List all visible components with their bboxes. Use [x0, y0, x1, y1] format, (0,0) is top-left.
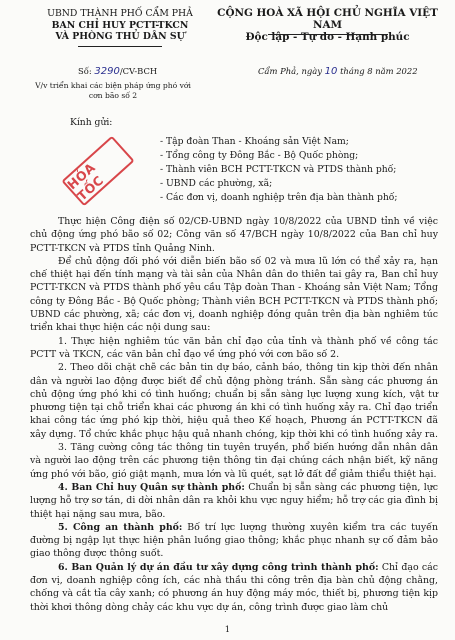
- issuing-agency: [28, 8, 212, 43]
- item-6-heading: 6. Ban Quản lý dự án đầu tư xây dựng công trình thành phố:: [58, 561, 379, 573]
- agency-underline: [78, 46, 162, 47]
- recipient-item: - Tập đoàn Than - Khoáng sản Việt Nam;: [160, 136, 349, 147]
- item-6-text: Chỉ đạo các đơn vị, doanh nghiệp công ích, các nhà thầu thi công trên địa bàn chủ động chằng, chống và cắt tỉa cây xanh; có phương án huy động máy móc, thiết bị, phương tiện kịp thời khơi thông dòng chảy các khu vực dự án, công trình được giao làm chủ: [30, 561, 438, 613]
- doc-number-handwritten: 3290: [94, 66, 120, 77]
- recipient-item: - Thành viên BCH PCTT-TKCN và PTDS thành phố;: [160, 164, 397, 175]
- paragraph-item-2: 2. Theo dõi chặt chẽ các bản tin dự báo, cảnh báo, thông tin kịp thời đến nhân dân và người lao động được biết để chủ động phòng tránh. Sẵn sàng các phương án chủ động ứng phó khi có tình huống; chuẩn bị sẵn sàng lực lượng xung kích, vật tư phương tiện tại chỗ triển khai các phương án khi có tình huống xảy ra. Chỉ đạo triển khai công tác ứng phó kịp thời, hiệu quả theo Kế hoạch, Phương án PCTT-TKCN đã xây dựng. Tổ chức khắc phục hậu quả nhanh chóng, kịp thời khi có tình huống xảy ra.: [30, 362, 438, 440]
- recipient-item: - Tổng công ty Đông Bắc - Bộ Quốc phòng;: [160, 150, 359, 161]
- motto-line-2: Độc lập - Tự do - Hạnh phúc: [245, 31, 410, 43]
- agency-line-1: UBND THÀNH PHỐ CẨM PHẢ: [47, 8, 193, 19]
- doc-number-prefix: Số:: [78, 66, 95, 76]
- paragraph-item-3: 3. Tăng cường công tác thông tin tuyên truyền, phổ biến hướng dẫn nhân dân và người lao động trên các phương tiện thông tin đại chúng cách nhận biết, kỹ năng ứng phó với bão, gió giật mạnh, mưa lớn và lũ quét, sạt lở đất để giảm thiểu thiệt hại.: [30, 442, 438, 480]
- document-body: [30, 215, 438, 614]
- document-subject: V/v triển khai các biện pháp ứng phó với cơn bão số 2: [35, 81, 191, 100]
- salutation: Kính gửi:: [70, 117, 113, 128]
- urgent-stamp: [61, 136, 134, 207]
- recipient-item: - UBND các phường, xã;: [160, 178, 273, 189]
- item-4-heading: 4. Ban Chỉ huy Quân sự thành phố:: [58, 481, 245, 493]
- paragraph-item-1: 1. Thực hiện nghiêm túc văn bản chỉ đạo của tỉnh và thành phố về công tác PCTT và TKCN, các văn bản chỉ đạo về ứng phó với cơn bão số 2.: [30, 335, 438, 360]
- paragraph-reference: Thực hiện Công điện số 02/CĐ-UBND ngày 10/8/2022 của UBND tỉnh về việc chủ động ứng phó bão số 02; Công văn số 47/BCH ngày 10/8/2022 của Ban chỉ huy PCTT-TKCN và PTDS tỉnh Quảng Ninh.: [30, 216, 438, 254]
- agency-line-3: VÀ PHÒNG THỦ DÂN SỰ: [55, 31, 185, 42]
- date-after: tháng 8 năm 2022: [340, 66, 418, 76]
- doc-number-suffix: /CV-BCH: [119, 66, 158, 76]
- date-line: [258, 66, 418, 77]
- recipient-item: - Các đơn vị, doanh nghiệp trên địa bàn thành phố;: [160, 192, 398, 203]
- recipient-list: [160, 135, 450, 205]
- urgent-stamp-text: HỎA TỐC: [64, 159, 107, 204]
- paragraph-item-4: [30, 481, 438, 521]
- item-4-text: Chuẩn bị sẵn sàng các phương tiện, lực lượng hỗ trợ sơ tán, di dời nhân dân ra khỏi khu vực nguy hiểm; hỗ trợ các gia đình bị thiệt hại nặng sau mưa, bão.: [30, 481, 438, 520]
- date-before: Cẩm Phả, ngày: [258, 66, 322, 76]
- paragraph-item-6: [30, 561, 438, 614]
- motto-line-1: CỘNG HOÀ XÃ HỘI CHỦ NGHĨA VIỆT NAM: [217, 7, 438, 31]
- document-number: [78, 66, 157, 77]
- page-number: 1: [224, 625, 231, 635]
- date-day-handwritten: 10: [324, 66, 338, 77]
- item-5-text: Bố trí lực lượng thường xuyên kiểm tra các tuyến đường bị ngập lụt thực hiện phân luồng giao thông; khắc phục nhanh sự cố đảm bảo giao thông được thông suốt.: [30, 521, 438, 560]
- item-5-heading: 5. Công an thành phố:: [58, 521, 183, 533]
- paragraph-item-5: [30, 521, 438, 561]
- agency-line-2: BAN CHỈ HUY PCTT-TKCN: [51, 19, 189, 31]
- paragraph-request: Để chủ động đối phó với diễn biến bão số 02 và mưa lũ lớn có thể xảy ra, hạn chế thiệt hại đến tính mạng và tài sản của Nhân dân do thiên tai gây ra, Ban chỉ huy PCTT-TKCN và PTDS thành phố yêu cầu Tập đoàn Than - Khoáng sản Việt Nam; Tổng công ty Đông Bắc - Bộ Quốc phòng; Thành viên BCH PCTT-TKCN và PTDS thành phố; UBND các phường, xã; các đơn vị, doanh nghiệp đóng quân trên địa bàn nghiêm túc triển khai thực hiện các nội dung sau:: [30, 255, 438, 334]
- national-motto: [205, 8, 450, 44]
- motto-underline: [268, 34, 388, 35]
